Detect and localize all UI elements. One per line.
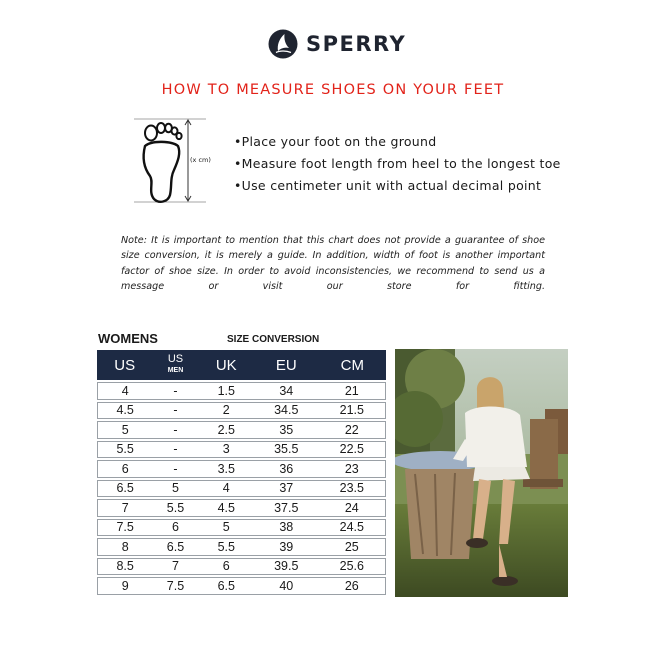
table-row bbox=[97, 382, 386, 400]
table-cell: 23 bbox=[319, 460, 386, 478]
table-cell: 2 bbox=[199, 402, 254, 420]
table-cell: 35.5 bbox=[254, 441, 319, 459]
table-cell: 4 bbox=[199, 480, 254, 498]
table-row bbox=[97, 558, 386, 576]
table-cell: 1.5 bbox=[199, 382, 254, 400]
table-cell: - bbox=[152, 382, 198, 400]
header-uk: UK bbox=[199, 350, 254, 380]
table-cell: 22 bbox=[319, 421, 386, 439]
disclaimer-note: Note: It is important to mention that this chart does not provide a guarantee of shoe size conversion, it is merely a guide. In addition, width of foot is another important factor of shoe size. In order to avoid inconsistencies, we recommend to send us a message or visit our store for fitting. bbox=[121, 234, 545, 293]
table-row bbox=[97, 499, 386, 517]
table-cell: 35 bbox=[254, 421, 319, 439]
table-cell: 5 bbox=[199, 519, 254, 537]
size-conversion-caption: SIZE CONVERSION bbox=[227, 334, 320, 345]
table-cell: 6.5 bbox=[199, 577, 254, 595]
table-cell: 26 bbox=[319, 577, 386, 595]
table-cell: 25 bbox=[319, 538, 386, 556]
table-cell: 6 bbox=[199, 558, 254, 576]
table-cell: 24.5 bbox=[319, 519, 386, 537]
table-cell: 7 bbox=[152, 558, 198, 576]
table-cell: 2.5 bbox=[199, 421, 254, 439]
womens-label: WOMENS bbox=[98, 331, 158, 346]
table-row bbox=[97, 460, 386, 478]
table-body bbox=[97, 382, 386, 595]
table-cell: - bbox=[152, 421, 198, 439]
table-row bbox=[97, 480, 386, 498]
step-item: •Use centimeter unit with actual decimal point bbox=[234, 178, 542, 193]
table-cell: 4.5 bbox=[199, 499, 254, 517]
brand-header bbox=[268, 29, 406, 59]
lifestyle-photo bbox=[395, 349, 568, 597]
brand-name: SPERRY bbox=[306, 32, 407, 56]
table-cell: 5.5 bbox=[199, 538, 254, 556]
header-us: US bbox=[97, 350, 152, 380]
header-eu: EU bbox=[254, 350, 319, 380]
table-cell: 21.5 bbox=[319, 402, 386, 420]
measurement-steps bbox=[234, 131, 561, 197]
table-cell: 6 bbox=[97, 460, 152, 478]
table-row bbox=[97, 538, 386, 556]
table-cell: 8.5 bbox=[97, 558, 152, 576]
table-cell: 4.5 bbox=[97, 402, 152, 420]
table-row bbox=[97, 421, 386, 439]
table-row bbox=[97, 441, 386, 459]
table-cell: 25.6 bbox=[319, 558, 386, 576]
table-cell: 6.5 bbox=[152, 538, 198, 556]
table-cell: 40 bbox=[254, 577, 319, 595]
table-cell: 37.5 bbox=[254, 499, 319, 517]
table-cell: 5 bbox=[152, 480, 198, 498]
table-cell: 34 bbox=[254, 382, 319, 400]
table-cell: 39.5 bbox=[254, 558, 319, 576]
step-item: •Measure foot length from heel to the longest toe bbox=[234, 156, 561, 171]
table-cell: - bbox=[152, 441, 198, 459]
foot-measure-diagram bbox=[132, 116, 214, 208]
header-us-men-sub: MEN bbox=[167, 367, 184, 374]
table-cell: 6 bbox=[152, 519, 198, 537]
table-cell: 9 bbox=[97, 577, 152, 595]
table-cell: 7.5 bbox=[97, 519, 152, 537]
table-row bbox=[97, 519, 386, 537]
measure-label: (x cm) bbox=[190, 156, 211, 164]
table-cell: 34.5 bbox=[254, 402, 319, 420]
table-cell: 37 bbox=[254, 480, 319, 498]
size-conversion-table bbox=[97, 348, 386, 597]
header-us-men-top: US bbox=[167, 353, 184, 365]
table-cell: 21 bbox=[319, 382, 386, 400]
table-cell: 36 bbox=[254, 460, 319, 478]
table-cell: 24 bbox=[319, 499, 386, 517]
table-cell: 7 bbox=[97, 499, 152, 517]
table-cell: 23.5 bbox=[319, 480, 386, 498]
table-cell: - bbox=[152, 402, 198, 420]
sailboat-logo-icon bbox=[268, 29, 298, 59]
table-header-row bbox=[97, 350, 386, 380]
table-cell: 6.5 bbox=[97, 480, 152, 498]
table-row bbox=[97, 402, 386, 420]
table-cell: 5.5 bbox=[97, 441, 152, 459]
header-cm: CM bbox=[319, 350, 386, 380]
table-cell: - bbox=[152, 460, 198, 478]
header-us-men bbox=[152, 350, 198, 380]
table-cell: 7.5 bbox=[152, 577, 198, 595]
table-cell: 5.5 bbox=[152, 499, 198, 517]
table-cell: 22.5 bbox=[319, 441, 386, 459]
table-cell: 38 bbox=[254, 519, 319, 537]
table-cell: 8 bbox=[97, 538, 152, 556]
table-cell: 3 bbox=[199, 441, 254, 459]
table-cell: 5 bbox=[97, 421, 152, 439]
table-cell: 3.5 bbox=[199, 460, 254, 478]
step-item: •Place your foot on the ground bbox=[234, 134, 437, 149]
table-cell: 39 bbox=[254, 538, 319, 556]
page-headline: HOW TO MEASURE SHOES ON YOUR FEET bbox=[161, 82, 505, 98]
table-cell: 4 bbox=[97, 382, 152, 400]
table-row bbox=[97, 577, 386, 595]
